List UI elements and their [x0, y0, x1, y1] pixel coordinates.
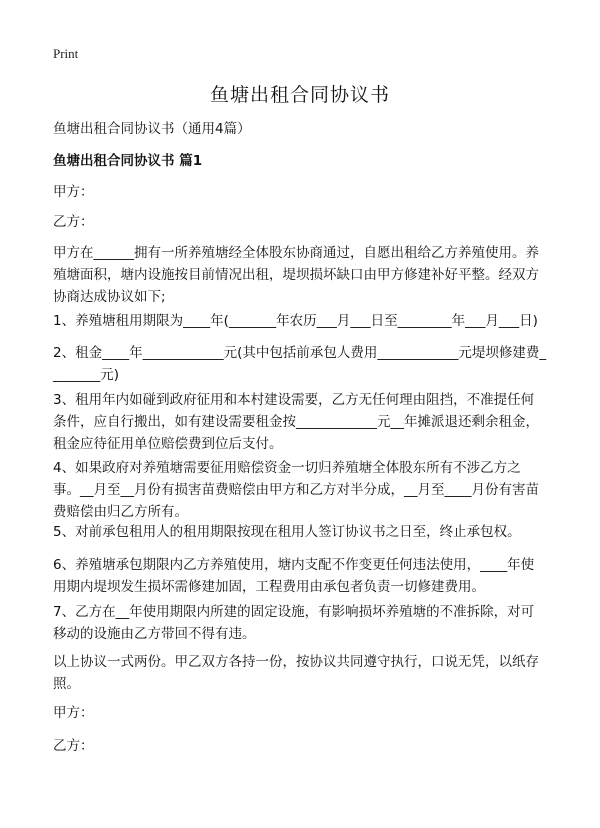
document-subtitle: 鱼塘出租合同协议书（通用4篇）	[53, 121, 251, 137]
sign-party-b: 乙方：	[53, 738, 94, 754]
clause-5: 5、对前承包租用人的租用期限按现在租用人签订协议书之日至，终止承包权。	[53, 524, 521, 540]
document-title: 鱼塘出租合同协议书	[209, 84, 390, 106]
party-a-label: 甲方：	[53, 184, 94, 200]
party-b-label: 乙方：	[53, 214, 94, 230]
clause-1: 1、养殖塘租用期限为____年(_______年农历___月___日至________年___月___日)	[53, 313, 538, 329]
closing-paragraph: 以上协议一式两份。甲乙双方各持一份，按协议共同遵守执行，口说无凭，以纸存照。	[53, 654, 539, 692]
clause-2: 2、租金____年____________元(其中包括前承包人费用____________元堤坝修建费________元)	[53, 345, 547, 383]
clause-7: 7、乙方在__年使用期限内所建的固定设施，有影响损坏养殖塘的不准拆除，对可移动的设施由乙方带回不得有违。	[53, 604, 535, 642]
clause-4: 4、如果政府对养殖塘需要征用赔偿资金一切归养殖塘全体股东所有不涉乙方之事。__月至__月份有损害苗费赔偿由甲方和乙方对半分成，__月至____月份有害苗费赔偿由归乙方所有。	[53, 460, 539, 520]
print-link[interactable]: Print	[53, 46, 79, 61]
clause-6: 6、养殖塘承包期限内乙方养殖使用，塘内支配不作变更任何违法使用，____年使用期内堤坝发生损坏需修建加固，工程费用由承包者负责一切修建费用。	[53, 557, 535, 595]
sign-party-a: 甲方：	[53, 705, 94, 721]
intro-paragraph: 甲方在______拥有一所养殖塘经全体股东协商通过，自愿出租给乙方养殖使用。养殖塘面积，塘内设施按目前情况出租，堤坝损坏缺口由甲方修建补好平整。经双方协商达成协议如下;	[53, 245, 539, 305]
clause-3: 3、租用年内如碰到政府征用和本村建设需要，乙方无任何理由阻挡，不准提任何条件，应自行搬出，如有建设需要租金按____________元__年摊派退还剩余租金，租金应待征用单位赔偿费到位后支付。	[53, 392, 539, 452]
section-heading: 鱼塘出租合同协议书 篇1	[53, 153, 203, 169]
